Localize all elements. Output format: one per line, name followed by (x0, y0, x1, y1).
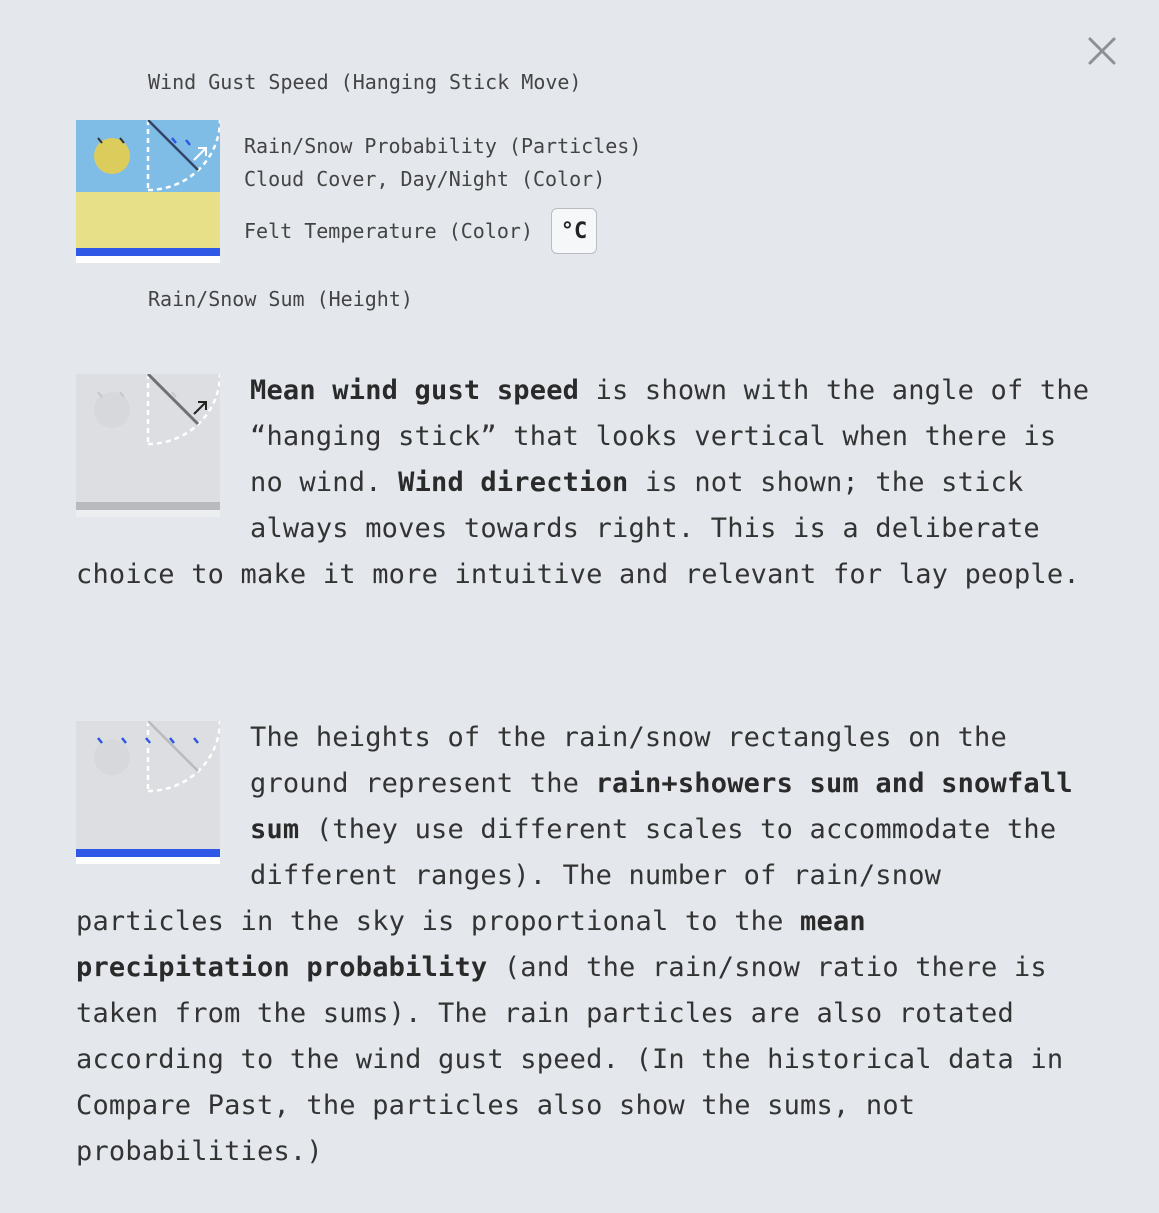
rain-bold-1: rain+showers sum and snowfall sum (250, 768, 1073, 845)
wind-explanation (76, 368, 1096, 598)
temperature-unit-button[interactable]: °C (551, 208, 597, 254)
legend-cloud-label: Cloud Cover, Day/Night (Color) (244, 167, 606, 191)
rain-text-3: (and the rain/snow ratio there is taken from the sums). The rain particles are also rotated according to the wind gust speed. (In the historical data in Compare Past, the particles also show the sums, not probabilities.) (76, 952, 1064, 1167)
legend-temp-label: Felt Temperature (Color) (244, 219, 533, 243)
legend-wind-label: Wind Gust Speed (Hanging Stick Move) (148, 70, 582, 94)
rain-illustration (76, 721, 220, 864)
sun-icon (94, 138, 130, 174)
legend-precip-prob-label: Rain/Snow Probability (Particles) (244, 134, 642, 158)
wind-text-2: is not shown; the stick always moves towards right. This is a deliberate choice to make it more intuitive and relevant for lay people. (76, 467, 1080, 590)
rain-explanation (76, 715, 1096, 1175)
legend-weather-tile (76, 120, 220, 263)
legend-sum-label: Rain/Snow Sum (Height) (148, 287, 413, 311)
wind-bold-2: Wind direction (398, 467, 629, 498)
close-button[interactable] (1084, 33, 1120, 69)
ground-area (76, 192, 220, 248)
rain-sum-bar (76, 248, 220, 256)
rain-text-2: (they use different scales to accommodate the different ranges). The number of rain/snow particles in the sky is proportional to the (76, 814, 1057, 937)
wind-illustration (76, 374, 220, 517)
close-icon (1084, 33, 1120, 69)
rain-bold-2: mean precipitation probability (76, 906, 866, 983)
rain-text-1: The heights of the rain/snow rectangles on the ground represent the (250, 722, 1007, 799)
wind-text-1: is shown with the angle of the “hanging stick” that looks vertical when there is no wind. (250, 375, 1090, 498)
wind-bold-1: Mean wind gust speed (250, 375, 580, 406)
